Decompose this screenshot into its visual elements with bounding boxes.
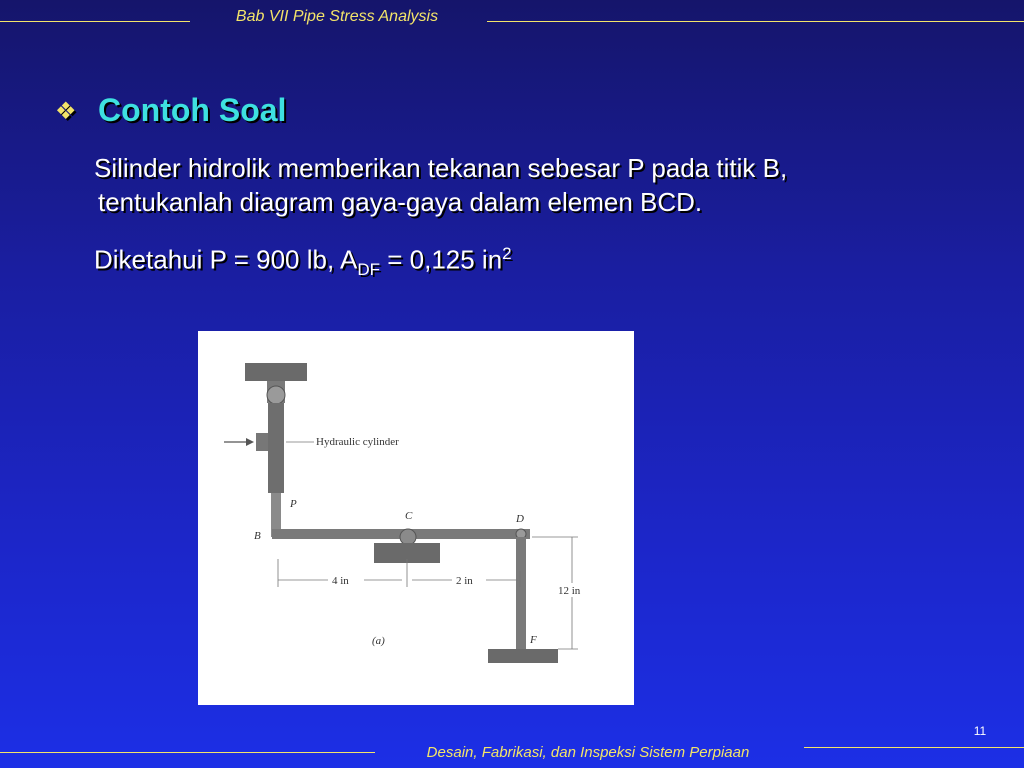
label-p: P (290, 498, 297, 510)
page-number: 11 (973, 724, 987, 738)
mechanism-figure (198, 331, 634, 705)
footer-rule-left (0, 752, 375, 753)
given-superscript: 2 (502, 244, 512, 263)
link-df (516, 537, 526, 649)
given-prefix: Diketahui P = 900 lb, A (94, 244, 358, 275)
pivot-c (400, 529, 416, 545)
section-heading: Contoh Soal (98, 92, 287, 128)
label-d: D (516, 513, 524, 525)
cylinder-label: Hydraulic cylinder (316, 436, 399, 448)
top-pin (267, 386, 285, 404)
header-title: Bab VII Pipe Stress Analysis (235, 8, 439, 25)
given-middle: = 0,125 in (380, 244, 503, 275)
given-values (94, 236, 512, 288)
diamond-bullet-icon: ❖ (55, 98, 77, 125)
label-c: C (405, 510, 413, 522)
header-rule-left (0, 21, 190, 22)
mechanism-diagram (198, 331, 634, 705)
bottom-support (488, 649, 558, 663)
label-b: B (254, 530, 261, 542)
cylinder-arrow-head (246, 438, 254, 446)
footer-title: Desain, Fabrikasi, dan Inspeksi Sistem Perpiaan (426, 744, 750, 761)
problem-line-2: tentukanlah diagram gaya-gaya dalam elemen BCD. (98, 187, 703, 217)
header-rule-right (487, 21, 1024, 22)
cylinder-body (268, 403, 284, 493)
cylinder-side-stub (256, 433, 268, 451)
given-subscript: DF (357, 259, 380, 279)
dim-df: 12 in (558, 585, 581, 597)
footer-rule-right (804, 747, 1024, 748)
top-support (245, 363, 307, 381)
dim-cd: 2 in (456, 575, 473, 587)
label-f: F (530, 634, 537, 646)
problem-line-1: Silinder hidrolik memberikan tekanan sebesar P pada titik B, (94, 153, 788, 183)
dim-bc: 4 in (332, 575, 349, 587)
figure-caption: (a) (372, 635, 385, 647)
